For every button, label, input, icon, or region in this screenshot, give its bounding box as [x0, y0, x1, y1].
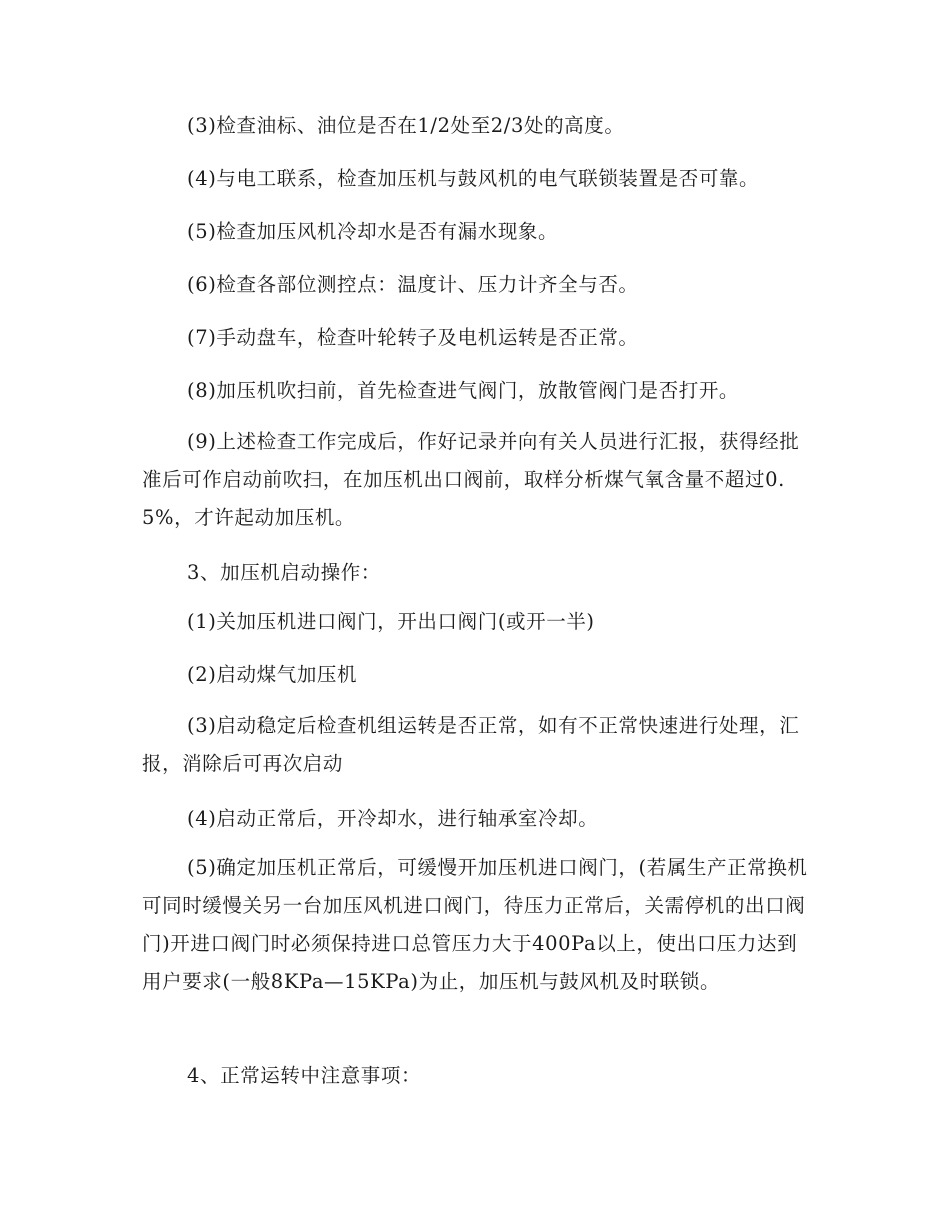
paragraph-report-and-sampling: (9)上述检查工作完成后，作好记录并向有关人员进行汇报，获得经批准后可作启动前吹扫，在加压机出口阀前，取样分析煤气氧含量不超过0.5%，才许起动加压机。: [142, 430, 800, 529]
paragraph-check-after-start: (3)启动稳定后检查机组运转是否正常，如有不正常快速进行处理，汇报，消除后可再次启动: [142, 714, 800, 775]
paragraph-cooling-water-leak: (5)检查加压风机冷却水是否有漏水现象。: [187, 220, 559, 243]
paragraph-electrical-interlock: (4)与电工联系，检查加压机与鼓风机的电气联锁装置是否可靠。: [187, 167, 760, 190]
paragraph-manual-turning: (7)手动盘车，检查叶轮转子及电机运转是否正常。: [187, 326, 639, 349]
paragraph-check-oil-level: (3)检查油标、油位是否在1/2处至2/3处的高度。: [187, 114, 625, 137]
paragraph-start-compressor: (2)启动煤气加压机: [187, 663, 358, 686]
paragraph-open-inlet-valve: (5)确定加压机正常后，可缓慢开加压机进口阀门，(若属生产正常换机可同时缓慢关另一台加压风机进口阀门，待压力正常后，关需停机的出口阀门)开进口阀门时必须保持进口总管压力大于400Pa以上，使出口压力达到用户要求(一般8KPa—15KPa)为止，加压机与鼓风机及时联锁。: [142, 856, 808, 993]
paragraph-bearing-cooling: (4)启动正常后，开冷却水，进行轴承室冷却。: [187, 807, 599, 830]
paragraph-purge-valves: (8)加压机吹扫前，首先检查进气阀门，放散管阀门是否打开。: [187, 379, 740, 402]
paragraph-measurement-points: (6)检查各部位测控点：温度计、压力计齐全与否。: [187, 273, 639, 296]
section-heading-startup: 3、加压机启动操作：: [187, 561, 381, 584]
section-heading-normal-operation: 4、正常运转中注意事项：: [187, 1064, 422, 1087]
paragraph-close-inlet-valve: (1)关加压机进口阀门，开出口阀门(或开一半): [187, 610, 595, 633]
